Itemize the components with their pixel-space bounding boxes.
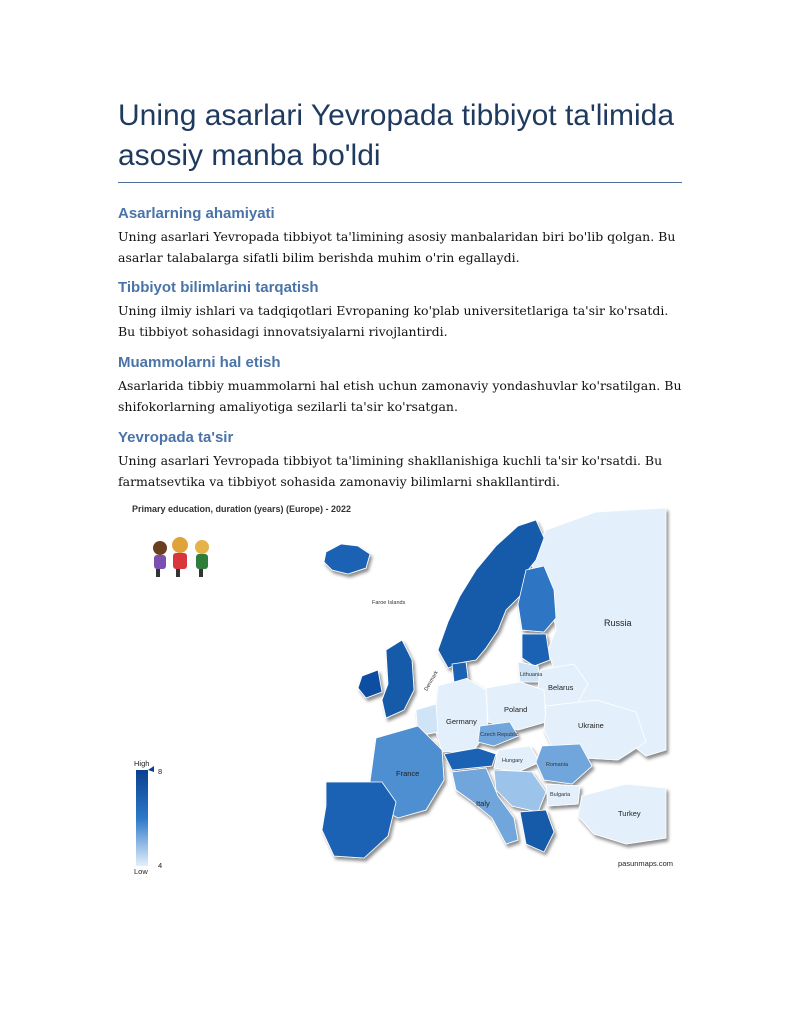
section-tibbiyot-bilimlarini [118,278,688,342]
section-heading: Yevropada ta'sir [118,429,234,446]
label-denmark: Denmark [423,669,440,693]
label-russia: Russia [604,618,632,628]
label-lithuania: Lithuania [520,672,543,678]
country-shapes [322,508,666,858]
label-faroe: Faroe Islands [372,600,406,606]
label-poland: Poland [504,705,528,714]
section-heading: Tibbiyot bilimlarini tarqatish [118,279,319,296]
europe-map-figure [126,500,674,876]
map-title: Primary education, duration (years) (Europe) - 2022 [132,504,352,514]
label-turkey: Turkey [618,809,641,818]
section-text: Uning asarlari Yevropada tibbiyot ta'limining asosiy manbalaridan biri bo'lib qolgan. Bu asarlar talabalarga sifatli bilim berishda muhim o'rin egallaydi. [118,229,676,265]
country-greece [520,810,554,852]
section-asarlarning-ahamiyati [118,204,688,268]
map-source: pasunmaps.com [618,859,674,868]
label-germany: Germany [446,717,477,726]
section-yevropada-tasir [118,428,688,492]
legend-high-label: High [134,759,150,768]
legend-low-value: 4 [158,861,163,870]
label-ukraine: Ukraine [578,721,604,730]
country-denmark [452,662,468,682]
section-text: Uning asarlari Yevropada tibbiyot ta'limining shakllanishiga kuchli ta'sir ko'rsatdi. Bu farmatsevtika va tibbiyot sohasida zamonaviy bilimlarni shakllantirdi. [118,453,663,489]
section-text: Uning ilmiy ishlari va tadqiqotlari Evropaning ko'plab universitetlariga ta'sir ko'rsatdi. Bu tibbiyot sohasidagi innovatsiyalarni rivojlantirdi. [118,303,669,339]
legend-high-value: 8 [158,767,163,776]
country-iberia [322,782,396,858]
label-bulgaria: Bulgaria [550,792,571,798]
label-france: France [396,769,420,778]
label-italy: Italy [476,799,490,808]
section-muammolarni-hal-etish [118,353,688,417]
children-clipart [153,537,209,577]
country-iceland [324,544,370,574]
page-title: Uning asarlari Yevropada tibbiyot ta'limida asosiy manba bo'ldi [118,99,675,172]
title-divider [118,182,682,183]
country-ireland [358,670,382,698]
label-romania: Romania [546,762,569,768]
legend-low-label: Low [134,867,148,876]
label-belarus: Belarus [548,683,574,692]
map-legend [134,759,162,876]
section-heading: Asarlarning ahamiyati [118,205,275,222]
section-heading: Muammolarni hal etish [118,354,281,371]
country-baltics [522,634,550,666]
label-hungary: Hungary [502,758,523,764]
country-uk [382,640,414,718]
section-text: Asarlarida tibbiy muammolarni hal etish uchun zamonaviy yondashuvlar ko'rsatilgan. Bu shifokorlarning amaliyotiga sezilarli ta'sir ko'rsatgan. [118,378,682,414]
legend-gradient-bar [136,770,148,866]
label-czechia: Czech Republic [480,732,519,738]
